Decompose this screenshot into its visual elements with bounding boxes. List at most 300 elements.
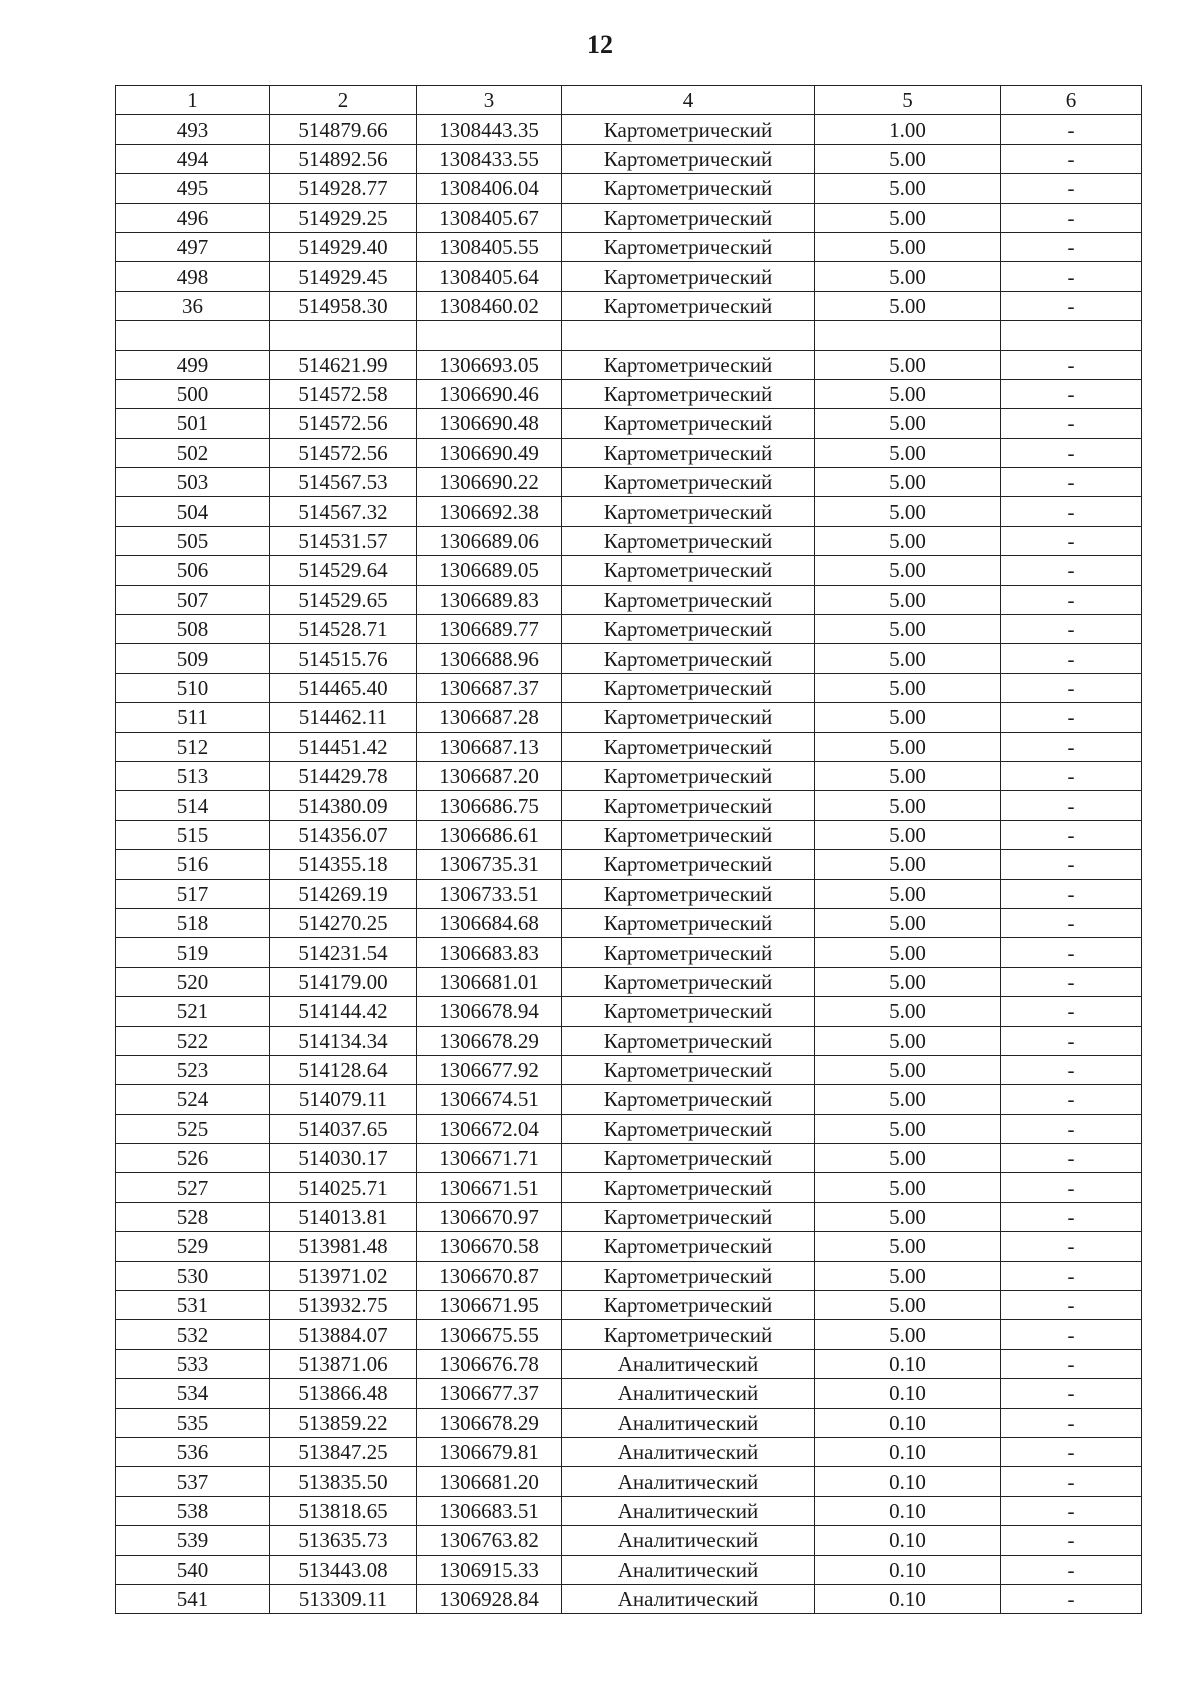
- x-coordinate-cell: 514929.25: [270, 203, 417, 232]
- x-coordinate-cell: 513884.07: [270, 1320, 417, 1349]
- accuracy-cell: 5.00: [815, 262, 1001, 291]
- description-cell: -: [1001, 879, 1142, 908]
- table-row: [116, 1055, 1142, 1084]
- x-coordinate-cell: 513871.06: [270, 1349, 417, 1378]
- method-cell: Аналитический: [562, 1467, 815, 1496]
- method-cell: Картометрический: [562, 644, 815, 673]
- table-row: [116, 1291, 1142, 1320]
- table-row: [116, 850, 1142, 879]
- description-cell: -: [1001, 615, 1142, 644]
- method-cell: [562, 321, 815, 350]
- y-coordinate-cell: 1306683.51: [417, 1496, 562, 1525]
- description-cell: -: [1001, 1526, 1142, 1555]
- table-row: [116, 938, 1142, 967]
- x-coordinate-cell: 513309.11: [270, 1584, 417, 1613]
- point-number-cell: 540: [116, 1555, 270, 1584]
- description-cell: -: [1001, 1202, 1142, 1231]
- y-coordinate-cell: 1306686.61: [417, 820, 562, 849]
- table-row: [116, 1496, 1142, 1525]
- accuracy-cell: 5.00: [815, 291, 1001, 320]
- method-cell: Картометрический: [562, 732, 815, 761]
- point-number-cell: 511: [116, 703, 270, 732]
- point-number-cell: 529: [116, 1232, 270, 1261]
- point-number-cell: 539: [116, 1526, 270, 1555]
- accuracy-cell: 5.00: [815, 526, 1001, 555]
- method-cell: Картометрический: [562, 1202, 815, 1231]
- column-header-point-number: 1: [116, 86, 270, 115]
- accuracy-cell: 5.00: [815, 1085, 1001, 1114]
- accuracy-cell: 0.10: [815, 1437, 1001, 1466]
- method-cell: Картометрический: [562, 1320, 815, 1349]
- table-row: [116, 526, 1142, 555]
- method-cell: Аналитический: [562, 1584, 815, 1613]
- x-coordinate-cell: 514572.56: [270, 438, 417, 467]
- accuracy-cell: 0.10: [815, 1496, 1001, 1525]
- x-coordinate-cell: 514465.40: [270, 673, 417, 702]
- x-coordinate-cell: 513932.75: [270, 1291, 417, 1320]
- accuracy-cell: 5.00: [815, 556, 1001, 585]
- point-number-cell: 503: [116, 468, 270, 497]
- method-cell: Картометрический: [562, 115, 815, 144]
- x-coordinate-cell: 514572.56: [270, 409, 417, 438]
- method-cell: Картометрический: [562, 761, 815, 790]
- y-coordinate-cell: 1306735.31: [417, 850, 562, 879]
- description-cell: -: [1001, 174, 1142, 203]
- accuracy-cell: 5.00: [815, 1291, 1001, 1320]
- table-row: [116, 174, 1142, 203]
- x-coordinate-cell: 514515.76: [270, 644, 417, 673]
- description-cell: -: [1001, 1085, 1142, 1114]
- table-row: [116, 1526, 1142, 1555]
- accuracy-cell: 5.00: [815, 1261, 1001, 1290]
- table-row: [116, 585, 1142, 614]
- method-cell: Картометрический: [562, 791, 815, 820]
- column-header-accuracy: 5: [815, 86, 1001, 115]
- x-coordinate-cell: 514892.56: [270, 144, 417, 173]
- point-number-cell: 528: [116, 1202, 270, 1231]
- accuracy-cell: 5.00: [815, 379, 1001, 408]
- point-number-cell: 513: [116, 761, 270, 790]
- y-coordinate-cell: 1308405.67: [417, 203, 562, 232]
- y-coordinate-cell: 1306670.87: [417, 1261, 562, 1290]
- x-coordinate-cell: 514380.09: [270, 791, 417, 820]
- table-row: [116, 673, 1142, 702]
- x-coordinate-cell: 514128.64: [270, 1055, 417, 1084]
- method-cell: Картометрический: [562, 468, 815, 497]
- page-number: 12: [587, 30, 613, 59]
- method-cell: Картометрический: [562, 938, 815, 967]
- method-cell: Аналитический: [562, 1555, 815, 1584]
- point-number-cell: 493: [116, 115, 270, 144]
- accuracy-cell: 5.00: [815, 967, 1001, 996]
- y-coordinate-cell: 1306671.95: [417, 1291, 562, 1320]
- accuracy-cell: 5.00: [815, 791, 1001, 820]
- table-row: [116, 1114, 1142, 1143]
- table-row: [116, 703, 1142, 732]
- x-coordinate-cell: 513866.48: [270, 1379, 417, 1408]
- y-coordinate-cell: 1306690.49: [417, 438, 562, 467]
- point-number-cell: 525: [116, 1114, 270, 1143]
- point-number-cell: 504: [116, 497, 270, 526]
- description-cell: -: [1001, 1379, 1142, 1408]
- point-number-cell: 536: [116, 1437, 270, 1466]
- method-cell: Картометрический: [562, 1055, 815, 1084]
- point-number-cell: 509: [116, 644, 270, 673]
- accuracy-cell: 0.10: [815, 1555, 1001, 1584]
- point-number-cell: 535: [116, 1408, 270, 1437]
- table-row: [116, 761, 1142, 790]
- description-cell: -: [1001, 1555, 1142, 1584]
- description-cell: -: [1001, 1349, 1142, 1378]
- table-row: [116, 1261, 1142, 1290]
- y-coordinate-cell: 1308460.02: [417, 291, 562, 320]
- description-cell: -: [1001, 526, 1142, 555]
- x-coordinate-cell: 514429.78: [270, 761, 417, 790]
- method-cell: Картометрический: [562, 526, 815, 555]
- description-cell: -: [1001, 1437, 1142, 1466]
- accuracy-cell: 5.00: [815, 644, 1001, 673]
- table-row: [116, 1202, 1142, 1231]
- accuracy-cell: 5.00: [815, 1055, 1001, 1084]
- method-cell: Картометрический: [562, 1291, 815, 1320]
- accuracy-cell: 5.00: [815, 1114, 1001, 1143]
- description-cell: -: [1001, 938, 1142, 967]
- y-coordinate-cell: 1306684.68: [417, 908, 562, 937]
- method-cell: Картометрический: [562, 1232, 815, 1261]
- x-coordinate-cell: 513818.65: [270, 1496, 417, 1525]
- y-coordinate-cell: 1306733.51: [417, 879, 562, 908]
- table-row: [116, 262, 1142, 291]
- x-coordinate-cell: 514528.71: [270, 615, 417, 644]
- accuracy-cell: 5.00: [815, 938, 1001, 967]
- method-cell: Аналитический: [562, 1379, 815, 1408]
- x-coordinate-cell: [270, 321, 417, 350]
- description-cell: [1001, 321, 1142, 350]
- accuracy-cell: 5.00: [815, 703, 1001, 732]
- description-cell: -: [1001, 967, 1142, 996]
- y-coordinate-cell: 1306689.05: [417, 556, 562, 585]
- x-coordinate-cell: 514231.54: [270, 938, 417, 967]
- accuracy-cell: 0.10: [815, 1379, 1001, 1408]
- point-number-cell: 510: [116, 673, 270, 702]
- x-coordinate-cell: 514355.18: [270, 850, 417, 879]
- x-coordinate-cell: 514958.30: [270, 291, 417, 320]
- point-number-cell: [116, 321, 270, 350]
- accuracy-cell: 5.00: [815, 850, 1001, 879]
- point-number-cell: 537: [116, 1467, 270, 1496]
- method-cell: Картометрический: [562, 703, 815, 732]
- point-number-cell: 514: [116, 791, 270, 820]
- point-number-cell: 518: [116, 908, 270, 937]
- y-coordinate-cell: 1306687.20: [417, 761, 562, 790]
- method-cell: Картометрический: [562, 379, 815, 408]
- method-cell: Картометрический: [562, 908, 815, 937]
- point-number-cell: 520: [116, 967, 270, 996]
- accuracy-cell: 5.00: [815, 1320, 1001, 1349]
- point-number-cell: 522: [116, 1026, 270, 1055]
- description-cell: -: [1001, 115, 1142, 144]
- accuracy-cell: 0.10: [815, 1349, 1001, 1378]
- x-coordinate-cell: 514356.07: [270, 820, 417, 849]
- column-header-description: 6: [1001, 86, 1142, 115]
- point-number-cell: 523: [116, 1055, 270, 1084]
- point-number-cell: 526: [116, 1144, 270, 1173]
- table-row: [116, 820, 1142, 849]
- table-row: [116, 1320, 1142, 1349]
- y-coordinate-cell: 1306693.05: [417, 350, 562, 379]
- accuracy-cell: 5.00: [815, 232, 1001, 261]
- method-cell: Картометрический: [562, 203, 815, 232]
- table-row: [116, 350, 1142, 379]
- column-header-x: 2: [270, 86, 417, 115]
- accuracy-cell: 5.00: [815, 409, 1001, 438]
- coordinates-table: [115, 85, 1142, 1614]
- y-coordinate-cell: 1306689.83: [417, 585, 562, 614]
- x-coordinate-cell: 514144.42: [270, 997, 417, 1026]
- description-cell: -: [1001, 1114, 1142, 1143]
- x-coordinate-cell: 514462.11: [270, 703, 417, 732]
- description-cell: -: [1001, 497, 1142, 526]
- y-coordinate-cell: 1306689.77: [417, 615, 562, 644]
- method-cell: Картометрический: [562, 232, 815, 261]
- point-number-cell: 541: [116, 1584, 270, 1613]
- table-row: [116, 997, 1142, 1026]
- point-number-cell: 519: [116, 938, 270, 967]
- method-cell: Картометрический: [562, 997, 815, 1026]
- point-number-cell: 36: [116, 291, 270, 320]
- y-coordinate-cell: 1306683.83: [417, 938, 562, 967]
- point-number-cell: 534: [116, 1379, 270, 1408]
- accuracy-cell: 5.00: [815, 174, 1001, 203]
- table-row: [116, 115, 1142, 144]
- method-cell: Картометрический: [562, 615, 815, 644]
- accuracy-cell: 5.00: [815, 673, 1001, 702]
- table-row: [116, 1026, 1142, 1055]
- description-cell: -: [1001, 850, 1142, 879]
- point-number-cell: 497: [116, 232, 270, 261]
- point-number-cell: 517: [116, 879, 270, 908]
- y-coordinate-cell: 1306689.06: [417, 526, 562, 555]
- point-number-cell: 500: [116, 379, 270, 408]
- y-coordinate-cell: 1306915.33: [417, 1555, 562, 1584]
- y-coordinate-cell: 1308433.55: [417, 144, 562, 173]
- x-coordinate-cell: 513635.73: [270, 1526, 417, 1555]
- point-number-cell: 538: [116, 1496, 270, 1525]
- method-cell: Картометрический: [562, 438, 815, 467]
- x-coordinate-cell: 513443.08: [270, 1555, 417, 1584]
- y-coordinate-cell: 1306675.55: [417, 1320, 562, 1349]
- x-coordinate-cell: 513835.50: [270, 1467, 417, 1496]
- table-row: [116, 967, 1142, 996]
- accuracy-cell: 5.00: [815, 1144, 1001, 1173]
- table-row: [116, 1555, 1142, 1584]
- y-coordinate-cell: 1306687.28: [417, 703, 562, 732]
- x-coordinate-cell: 513981.48: [270, 1232, 417, 1261]
- table-row: [116, 1408, 1142, 1437]
- method-cell: Картометрический: [562, 850, 815, 879]
- table-row: [116, 321, 1142, 350]
- description-cell: -: [1001, 703, 1142, 732]
- accuracy-cell: 5.00: [815, 820, 1001, 849]
- method-cell: Картометрический: [562, 1114, 815, 1143]
- method-cell: Картометрический: [562, 291, 815, 320]
- method-cell: Картометрический: [562, 967, 815, 996]
- point-number-cell: 498: [116, 262, 270, 291]
- accuracy-cell: 5.00: [815, 438, 1001, 467]
- method-cell: Картометрический: [562, 262, 815, 291]
- point-number-cell: 516: [116, 850, 270, 879]
- description-cell: -: [1001, 262, 1142, 291]
- table-row: [116, 1144, 1142, 1173]
- x-coordinate-cell: 514928.77: [270, 174, 417, 203]
- table-row: [116, 791, 1142, 820]
- table-row: [116, 1379, 1142, 1408]
- description-cell: -: [1001, 232, 1142, 261]
- method-cell: Картометрический: [562, 350, 815, 379]
- method-cell: Картометрический: [562, 585, 815, 614]
- accuracy-cell: 5.00: [815, 497, 1001, 526]
- table-row: [116, 1232, 1142, 1261]
- description-cell: -: [1001, 1026, 1142, 1055]
- description-cell: -: [1001, 644, 1142, 673]
- accuracy-cell: 5.00: [815, 1026, 1001, 1055]
- table-row: [116, 291, 1142, 320]
- table-row: [116, 1584, 1142, 1613]
- description-cell: -: [1001, 1467, 1142, 1496]
- point-number-cell: 527: [116, 1173, 270, 1202]
- y-coordinate-cell: [417, 321, 562, 350]
- y-coordinate-cell: 1308406.04: [417, 174, 562, 203]
- method-cell: Картометрический: [562, 1173, 815, 1202]
- column-header-y: 3: [417, 86, 562, 115]
- description-cell: -: [1001, 144, 1142, 173]
- x-coordinate-cell: 514621.99: [270, 350, 417, 379]
- point-number-cell: 530: [116, 1261, 270, 1290]
- accuracy-cell: 0.10: [815, 1467, 1001, 1496]
- point-number-cell: 494: [116, 144, 270, 173]
- accuracy-cell: 5.00: [815, 1173, 1001, 1202]
- accuracy-cell: 5.00: [815, 1232, 1001, 1261]
- y-coordinate-cell: 1306671.71: [417, 1144, 562, 1173]
- table-row: [116, 1349, 1142, 1378]
- method-cell: Картометрический: [562, 144, 815, 173]
- point-number-cell: 533: [116, 1349, 270, 1378]
- method-cell: Аналитический: [562, 1349, 815, 1378]
- x-coordinate-cell: 514134.34: [270, 1026, 417, 1055]
- table-row: [116, 379, 1142, 408]
- description-cell: -: [1001, 732, 1142, 761]
- x-coordinate-cell: 514531.57: [270, 526, 417, 555]
- y-coordinate-cell: 1308405.64: [417, 262, 562, 291]
- x-coordinate-cell: 514529.64: [270, 556, 417, 585]
- y-coordinate-cell: 1306681.20: [417, 1467, 562, 1496]
- method-cell: Картометрический: [562, 174, 815, 203]
- x-coordinate-cell: 514929.40: [270, 232, 417, 261]
- y-coordinate-cell: 1306671.51: [417, 1173, 562, 1202]
- method-cell: Картометрический: [562, 1261, 815, 1290]
- accuracy-cell: 1.00: [815, 115, 1001, 144]
- y-coordinate-cell: 1306681.01: [417, 967, 562, 996]
- method-cell: Картометрический: [562, 673, 815, 702]
- y-coordinate-cell: 1306672.04: [417, 1114, 562, 1143]
- accuracy-cell: 5.00: [815, 997, 1001, 1026]
- table-row: [116, 232, 1142, 261]
- y-coordinate-cell: 1306678.29: [417, 1026, 562, 1055]
- y-coordinate-cell: 1306677.92: [417, 1055, 562, 1084]
- accuracy-cell: 5.00: [815, 615, 1001, 644]
- accuracy-cell: 0.10: [815, 1408, 1001, 1437]
- method-cell: Картометрический: [562, 556, 815, 585]
- point-number-cell: 512: [116, 732, 270, 761]
- accuracy-cell: 5.00: [815, 761, 1001, 790]
- y-coordinate-cell: 1306690.22: [417, 468, 562, 497]
- point-number-cell: 505: [116, 526, 270, 555]
- method-cell: Аналитический: [562, 1437, 815, 1466]
- method-cell: Картометрический: [562, 1144, 815, 1173]
- table-row: [116, 1085, 1142, 1114]
- description-cell: -: [1001, 438, 1142, 467]
- y-coordinate-cell: 1306688.96: [417, 644, 562, 673]
- accuracy-cell: 5.00: [815, 468, 1001, 497]
- description-cell: -: [1001, 997, 1142, 1026]
- table-row: [116, 468, 1142, 497]
- method-cell: Картометрический: [562, 820, 815, 849]
- accuracy-cell: 5.00: [815, 203, 1001, 232]
- description-cell: -: [1001, 791, 1142, 820]
- y-coordinate-cell: 1306674.51: [417, 1085, 562, 1114]
- x-coordinate-cell: 513971.02: [270, 1261, 417, 1290]
- x-coordinate-cell: 514025.71: [270, 1173, 417, 1202]
- table-row: [116, 203, 1142, 232]
- description-cell: -: [1001, 1584, 1142, 1613]
- x-coordinate-cell: 513859.22: [270, 1408, 417, 1437]
- point-number-cell: 506: [116, 556, 270, 585]
- y-coordinate-cell: 1306687.13: [417, 732, 562, 761]
- description-cell: -: [1001, 350, 1142, 379]
- method-cell: Аналитический: [562, 1408, 815, 1437]
- accuracy-cell: 5.00: [815, 879, 1001, 908]
- accuracy-cell: 5.00: [815, 144, 1001, 173]
- description-cell: -: [1001, 1496, 1142, 1525]
- description-cell: -: [1001, 556, 1142, 585]
- x-coordinate-cell: 514269.19: [270, 879, 417, 908]
- x-coordinate-cell: 514529.65: [270, 585, 417, 614]
- description-cell: -: [1001, 1055, 1142, 1084]
- point-number-cell: 508: [116, 615, 270, 644]
- x-coordinate-cell: 514929.45: [270, 262, 417, 291]
- description-cell: -: [1001, 203, 1142, 232]
- table-row: [116, 1437, 1142, 1466]
- x-coordinate-cell: 514567.32: [270, 497, 417, 526]
- column-header-method: 4: [562, 86, 815, 115]
- table-row: [116, 1467, 1142, 1496]
- y-coordinate-cell: 1306670.58: [417, 1232, 562, 1261]
- y-coordinate-cell: 1306678.29: [417, 1408, 562, 1437]
- description-cell: -: [1001, 1173, 1142, 1202]
- table-row: [116, 144, 1142, 173]
- description-cell: -: [1001, 585, 1142, 614]
- point-number-cell: 496: [116, 203, 270, 232]
- table-row: [116, 732, 1142, 761]
- table-row: [116, 615, 1142, 644]
- method-cell: Картометрический: [562, 1085, 815, 1114]
- description-cell: -: [1001, 468, 1142, 497]
- accuracy-cell: [815, 321, 1001, 350]
- x-coordinate-cell: 514270.25: [270, 908, 417, 937]
- y-coordinate-cell: 1306690.46: [417, 379, 562, 408]
- table-row: [116, 879, 1142, 908]
- x-coordinate-cell: 514879.66: [270, 115, 417, 144]
